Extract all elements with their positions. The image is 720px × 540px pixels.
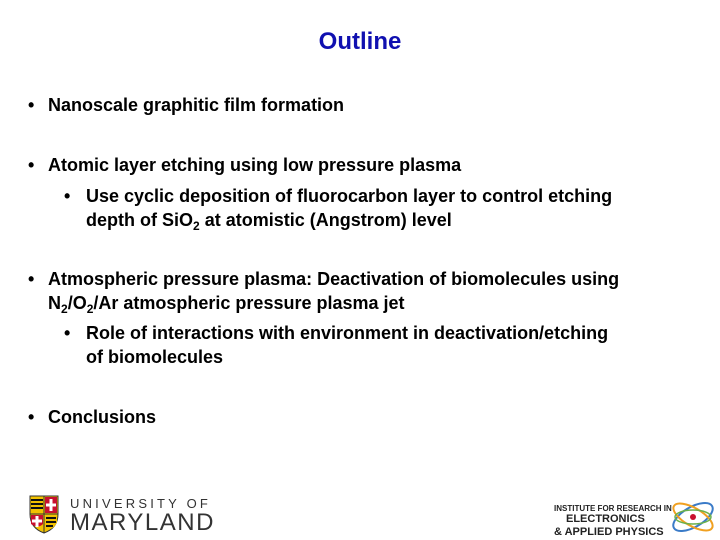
- ireap-logo-line1: INSTITUTE FOR RESEARCH IN: [554, 504, 672, 513]
- sub-bullet-marker: •: [64, 323, 71, 343]
- bullet-marker: •: [28, 407, 35, 427]
- umd-logo-line1: UNIVERSITY OF: [70, 496, 212, 511]
- bullet-text: Nanoscale graphitic film formation: [48, 95, 345, 115]
- bullet-item-atmospheric-plasma-cont: [48, 291, 405, 315]
- sub-bullet-cyclic-deposition: [64, 184, 613, 208]
- university-of-maryland-logo: [26, 494, 226, 534]
- sub-bullet-cyclic-deposition-cont: [86, 208, 452, 232]
- bullet-text: Atmospheric pressure plasma: Deactivation of biomolecules using: [48, 269, 620, 289]
- bullet-marker: •: [28, 269, 35, 289]
- umd-logo-line2: MARYLAND: [70, 509, 215, 536]
- text-fragment: of biomolecules: [86, 347, 224, 367]
- ireap-logo-line2: ELECTRONICS: [566, 513, 645, 525]
- text-fragment: at atomistic (Angstrom) level: [199, 210, 452, 230]
- bullet-item-atmospheric-plasma: [28, 267, 619, 291]
- text-fragment: N: [48, 293, 61, 313]
- sub-bullet-text: Use cyclic deposition of fluorocarbon layer to control etching: [86, 186, 613, 206]
- sub-bullet-environment-role: [64, 321, 609, 345]
- sub-bullet-marker: •: [64, 186, 71, 206]
- sub-bullet-environment-role-cont: [86, 345, 223, 369]
- subscript: 2: [193, 219, 200, 233]
- bullet-marker: •: [28, 155, 35, 175]
- sub-bullet-text: Role of interactions with environment in deactivation/etching: [86, 323, 609, 343]
- subscript: 2: [61, 302, 68, 316]
- subscript: 2: [86, 302, 94, 316]
- bullet-item-graphitic-film: [28, 93, 344, 117]
- text-fragment: /O: [67, 293, 87, 313]
- bullet-item-conclusions: [28, 405, 156, 429]
- slide-title: Outline: [318, 28, 402, 55]
- bullet-text: Conclusions: [48, 407, 157, 427]
- text-fragment: /Ar atmospheric pressure plasma jet: [93, 293, 405, 313]
- maryland-shield-icon: [26, 494, 62, 534]
- ireap-logo-line3: & APPLIED PHYSICS: [554, 526, 664, 538]
- ireap-orbit-icon: [668, 494, 718, 540]
- text-fragment: depth of Si: [86, 210, 179, 230]
- ireap-logo: [550, 494, 720, 540]
- text-fragment: O: [179, 210, 194, 230]
- bullet-marker: •: [28, 95, 35, 115]
- bullet-item-atomic-layer-etching: [28, 153, 461, 177]
- bullet-text: Atomic layer etching using low pressure plasma: [48, 155, 462, 175]
